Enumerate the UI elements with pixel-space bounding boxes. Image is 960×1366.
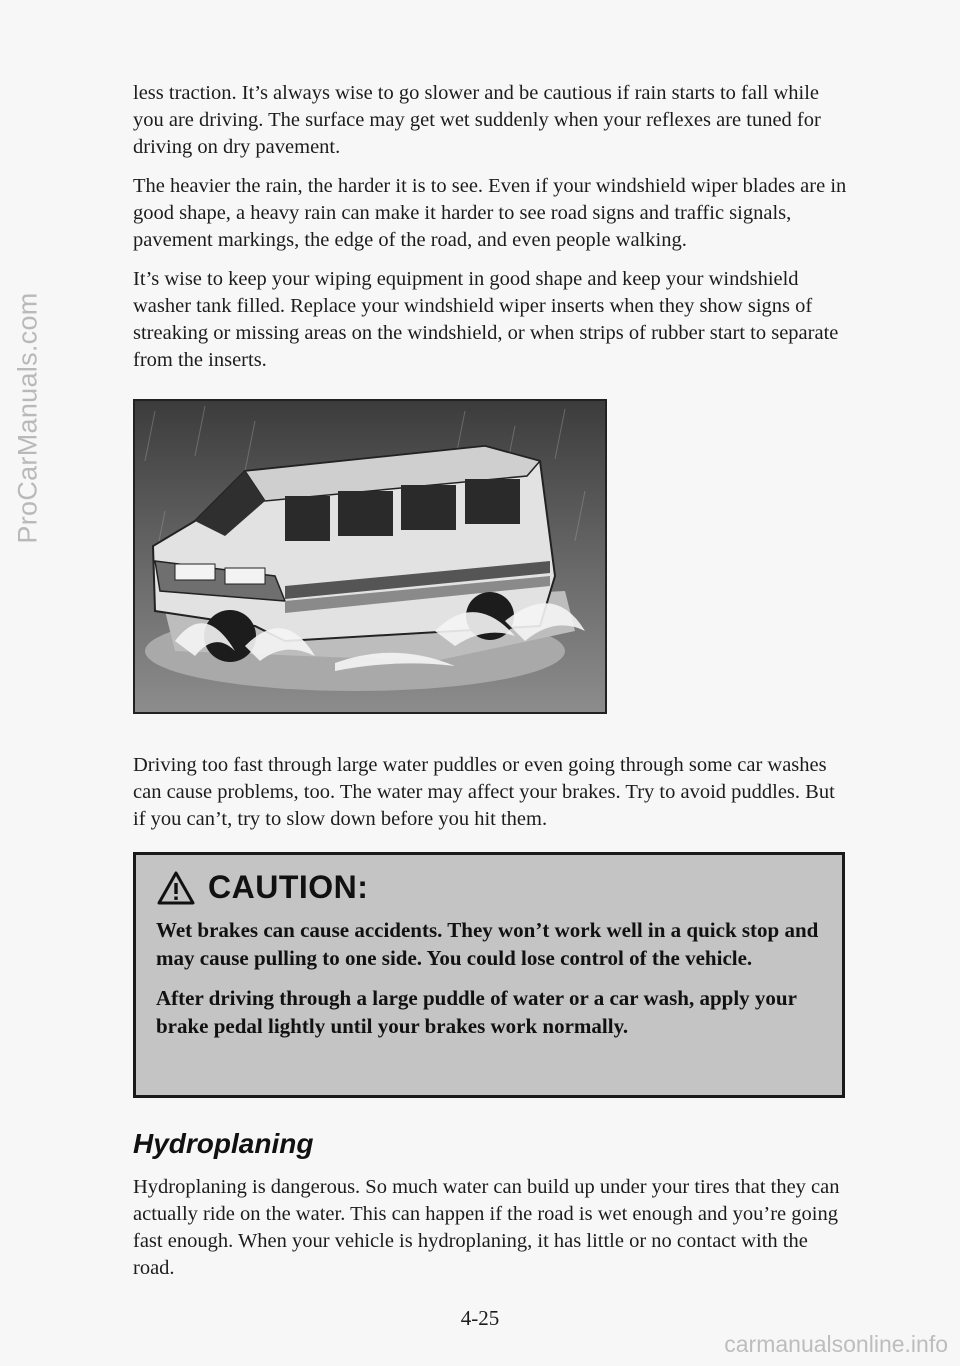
side-watermark-text: ProCarManuals.com [12,292,43,544]
caution-title: CAUTION: [208,869,369,905]
section-heading: Hydroplaning [133,1128,314,1159]
hydroplaning-section [133,1174,848,1294]
caution-box [133,852,845,1098]
paragraph-hydroplaning: Hydroplaning is dangerous. So much water can build up under your tires that they can actually ride on the water. This can happen if the road is wet enough and you’re going fast enough. When your vehicle is hydroplaning, it has little or no contact with the road. [133,1176,840,1279]
warning-triangle-icon [156,870,196,906]
van-illustration [133,399,607,714]
caution-text-wet-brakes: Wet brakes can cause accidents. They won’t work well in a quick stop and may cause pulling to one side. You could lose control of the vehicle. [156,918,819,970]
paragraph-traction: less traction. It’s always wise to go slower and be cautious if rain starts to fall while you are driving. The surface may get wet suddenly when your reflexes are tuned for driving on dry pavement. [133,82,821,158]
paragraph-puddles: Driving too fast through large water puddles or even going through some car washes can cause problems, too. The water may affect your brakes. Try to avoid puddles. But if you can’t, try to slow down before you hit them. [133,754,835,830]
van-splashing-water-icon [135,401,605,712]
paragraph-heavy-rain: The heavier the rain, the harder it is to see. Even if your windshield wiper blades are in good shape, a heavy rain can make it harder to see road signs and traffic signals, pavement markings, the edge of the road, and even people walking. [133,175,847,251]
paragraph-wiper-care: It’s wise to keep your wiping equipment in good shape and keep your windshield washer tank filled. Replace your windshield wiper inserts when they show signs of streaking or missing areas on the windshield, or when strips of rubber start to separate from the inserts. [133,268,839,371]
top-text [133,80,848,386]
caution-text-after-driving: After driving through a large puddle of water or a car wash, apply your brake pedal lightly until your brakes work normally. [156,986,797,1038]
page-number: 4-25 [460,1306,500,1330]
side-watermark [0,0,60,1366]
bottom-watermark: carmanualsonline.info [724,1331,948,1357]
caution-header [156,869,822,906]
